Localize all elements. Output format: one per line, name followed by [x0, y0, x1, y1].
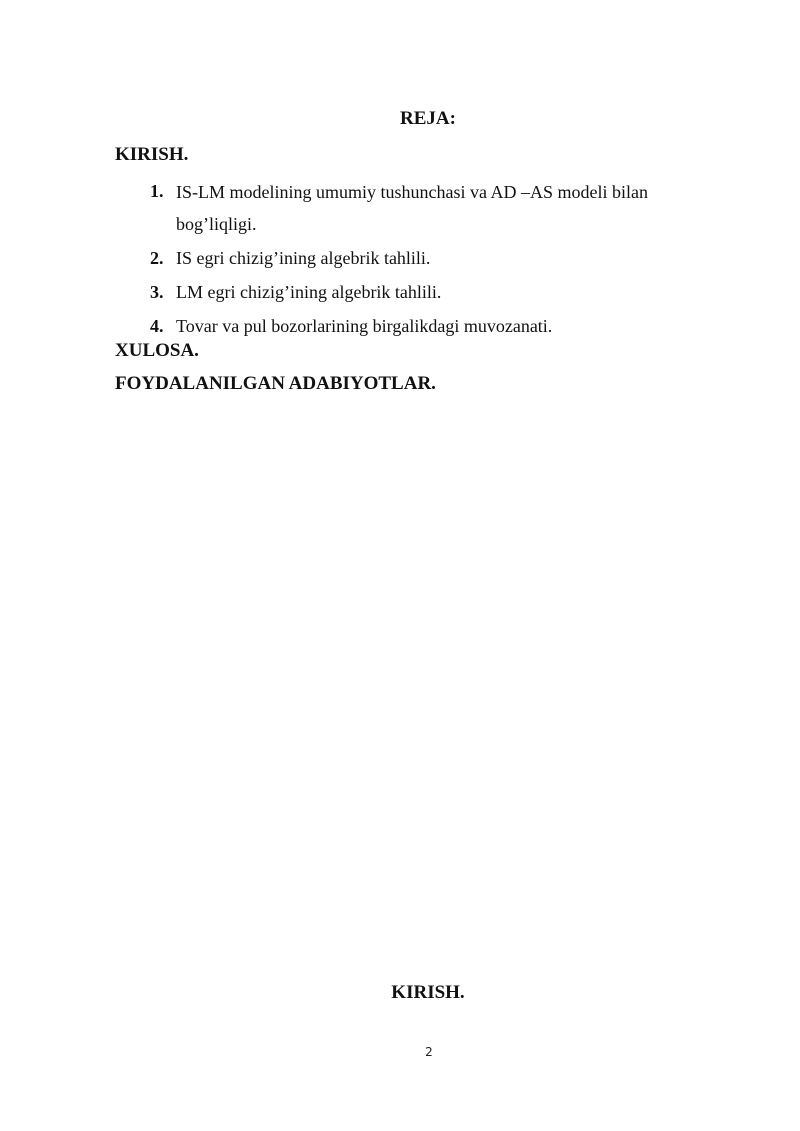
page-number: 2: [425, 1045, 433, 1059]
plan-item-text: IS egri chizig’ining algebrik tahlili.: [176, 248, 431, 268]
plan-item: [150, 176, 690, 240]
plan-item-text: IS-LM modelining umumiy tushunchasi va AD –AS modeli bilan bog’liqligi.: [176, 182, 648, 234]
plan-item: [150, 311, 690, 342]
plan-item: [150, 243, 690, 274]
plan-item-number: 4.: [150, 316, 164, 336]
intro-heading: KIRISH.: [115, 144, 189, 165]
section-heading: KIRISH.: [391, 982, 465, 1003]
plan-item: [150, 277, 690, 308]
plan-list: [150, 176, 690, 345]
plan-item-number: 1.: [150, 181, 164, 201]
plan-item-text: Tovar va pul bozorlarining birgalikdagi muvozanati.: [176, 316, 553, 336]
plan-item-number: 2.: [150, 248, 164, 268]
conclusion-heading: XULOSA.: [115, 340, 199, 361]
plan-title: REJA:: [400, 108, 456, 129]
references-heading: FOYDALANILGAN ADABIYOTLAR.: [115, 373, 436, 394]
plan-item-text: LM egri chizig’ining algebrik tahlili.: [176, 282, 442, 302]
plan-item-number: 3.: [150, 282, 164, 302]
